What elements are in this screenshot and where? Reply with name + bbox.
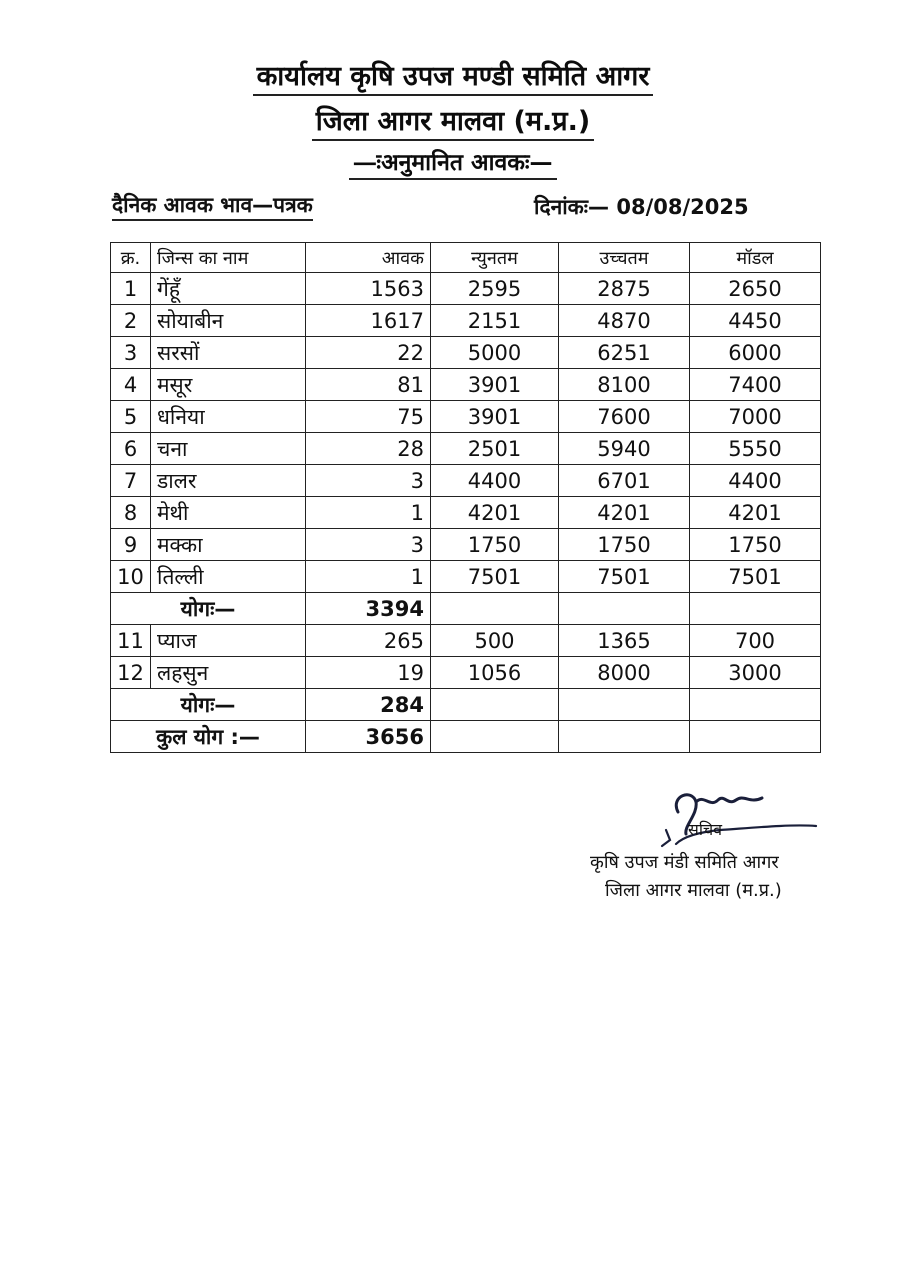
serial-cell: 5 (111, 401, 151, 433)
col-max-rate: उच्चतम (559, 243, 690, 273)
commodity-cell: सरसों (151, 337, 306, 369)
serial-cell: 9 (111, 529, 151, 561)
signatory-office: कृषि उपज मंडी समिति आगर (590, 852, 779, 873)
table-row (111, 433, 821, 465)
max-rate-cell: 7600 (559, 401, 690, 433)
arrival-cell: 265 (306, 625, 431, 657)
date-line (534, 193, 749, 221)
arrival-cell: 3 (306, 465, 431, 497)
empty-cell (559, 593, 690, 625)
model-rate-cell: 4201 (690, 497, 821, 529)
max-rate-cell: 1365 (559, 625, 690, 657)
serial-cell: 2 (111, 305, 151, 337)
grand-total-row (111, 721, 821, 753)
col-model-rate: मॉडल (690, 243, 821, 273)
col-arrival: आवक (306, 243, 431, 273)
empty-cell (690, 593, 821, 625)
signature-mark (640, 782, 820, 852)
table-row (111, 561, 821, 593)
serial-cell: 12 (111, 657, 151, 689)
arrival-cell: 1 (306, 497, 431, 529)
model-rate-cell: 4400 (690, 465, 821, 497)
max-rate-cell: 7501 (559, 561, 690, 593)
serial-cell: 8 (111, 497, 151, 529)
subtotal-row-2-value: 284 (306, 689, 431, 721)
commodity-cell: मक्का (151, 529, 306, 561)
empty-cell (559, 689, 690, 721)
model-rate-cell: 1750 (690, 529, 821, 561)
commodity-cell: तिल्ली (151, 561, 306, 593)
commodity-cell: मेथी (151, 497, 306, 529)
office-title-text: कार्यालय कृषि उपज मण्डी समिति आगर (253, 61, 654, 96)
min-rate-cell: 5000 (431, 337, 559, 369)
model-rate-cell: 7000 (690, 401, 821, 433)
table-row (111, 337, 821, 369)
subtotal-row-2-label: योगः— (111, 689, 306, 721)
date-value: 08/08/2025 (616, 195, 749, 219)
table-row (111, 529, 821, 561)
model-rate-cell: 4450 (690, 305, 821, 337)
max-rate-cell: 8100 (559, 369, 690, 401)
grand-total-row-value: 3656 (306, 721, 431, 753)
empty-cell (690, 721, 821, 753)
table-row (111, 497, 821, 529)
max-rate-cell: 4870 (559, 305, 690, 337)
table-row (111, 465, 821, 497)
district-title (0, 101, 906, 138)
empty-cell (690, 689, 821, 721)
arrival-cell: 81 (306, 369, 431, 401)
max-rate-cell: 5940 (559, 433, 690, 465)
serial-cell: 4 (111, 369, 151, 401)
empty-cell (431, 593, 559, 625)
district-title-text: जिला आगर मालवा (म.प्र.) (312, 106, 595, 141)
arrival-cell: 75 (306, 401, 431, 433)
arrival-cell: 22 (306, 337, 431, 369)
model-rate-cell: 700 (690, 625, 821, 657)
min-rate-cell: 2501 (431, 433, 559, 465)
max-rate-cell: 1750 (559, 529, 690, 561)
subtotal-row-1 (111, 593, 821, 625)
min-rate-cell: 4201 (431, 497, 559, 529)
report-heading-text: —ःअनुमानित आवकः— (349, 150, 556, 180)
empty-cell (431, 689, 559, 721)
min-rate-cell: 3901 (431, 401, 559, 433)
subtotal-row-1-label: योगः— (111, 593, 306, 625)
table-header-row (111, 243, 821, 273)
commodity-cell: धनिया (151, 401, 306, 433)
table-row (111, 273, 821, 305)
arrival-cell: 1617 (306, 305, 431, 337)
sheet-title-text: दैनिक आवक भाव—पत्रक (112, 193, 313, 221)
commodity-cell: डालर (151, 465, 306, 497)
table-row (111, 369, 821, 401)
min-rate-cell: 1750 (431, 529, 559, 561)
office-title (0, 56, 906, 93)
grand-total-row-label: कुल योग :— (111, 721, 306, 753)
commodity-cell: प्याज (151, 625, 306, 657)
table-row (111, 625, 821, 657)
max-rate-cell: 6251 (559, 337, 690, 369)
empty-cell (559, 721, 690, 753)
commodity-cell: लहसुन (151, 657, 306, 689)
col-commodity: जिन्स का नाम (151, 243, 306, 273)
table-body (111, 273, 821, 753)
commodity-cell: गेंहूँ (151, 273, 306, 305)
subtotal-row-2 (111, 689, 821, 721)
min-rate-cell: 7501 (431, 561, 559, 593)
min-rate-cell: 2151 (431, 305, 559, 337)
model-rate-cell: 3000 (690, 657, 821, 689)
min-rate-cell: 2595 (431, 273, 559, 305)
col-serial: क्र. (111, 243, 151, 273)
sheet-title (112, 191, 313, 219)
arrival-cell: 3 (306, 529, 431, 561)
commodity-cell: मसूर (151, 369, 306, 401)
arrival-cell: 19 (306, 657, 431, 689)
max-rate-cell: 4201 (559, 497, 690, 529)
max-rate-cell: 2875 (559, 273, 690, 305)
model-rate-cell: 7501 (690, 561, 821, 593)
model-rate-cell: 7400 (690, 369, 821, 401)
table-row (111, 657, 821, 689)
serial-cell: 1 (111, 273, 151, 305)
arrival-cell: 28 (306, 433, 431, 465)
arrival-cell: 1 (306, 561, 431, 593)
commodity-cell: चना (151, 433, 306, 465)
min-rate-cell: 1056 (431, 657, 559, 689)
table-row (111, 305, 821, 337)
arrival-rate-table (110, 242, 821, 753)
min-rate-cell: 4400 (431, 465, 559, 497)
serial-cell: 11 (111, 625, 151, 657)
signatory-district: जिला आगर मालवा (म.प्र.) (605, 880, 782, 901)
model-rate-cell: 5550 (690, 433, 821, 465)
model-rate-cell: 2650 (690, 273, 821, 305)
serial-cell: 6 (111, 433, 151, 465)
max-rate-cell: 6701 (559, 465, 690, 497)
commodity-cell: सोयाबीन (151, 305, 306, 337)
model-rate-cell: 6000 (690, 337, 821, 369)
serial-cell: 10 (111, 561, 151, 593)
max-rate-cell: 8000 (559, 657, 690, 689)
arrival-cell: 1563 (306, 273, 431, 305)
min-rate-cell: 500 (431, 625, 559, 657)
empty-cell (431, 721, 559, 753)
date-label: दिनांकः— (534, 195, 610, 219)
col-min-rate: न्युनतम (431, 243, 559, 273)
serial-cell: 7 (111, 465, 151, 497)
subtotal-row-1-value: 3394 (306, 593, 431, 625)
signatory-designation: सचिव (688, 820, 723, 839)
serial-cell: 3 (111, 337, 151, 369)
min-rate-cell: 3901 (431, 369, 559, 401)
table-row (111, 401, 821, 433)
report-heading (0, 145, 906, 177)
